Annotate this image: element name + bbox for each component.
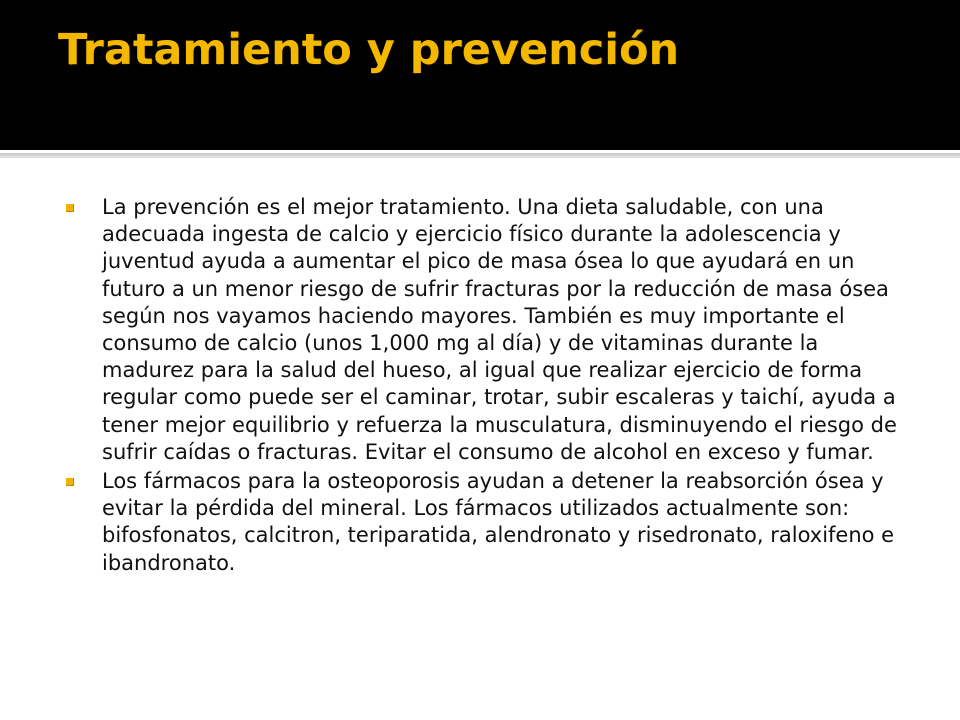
title-bar xyxy=(0,0,960,150)
title-divider-shadow xyxy=(0,153,960,158)
slide-title: Tratamiento y prevención xyxy=(58,25,680,75)
bullet-item-prevention xyxy=(64,194,914,466)
bullet-text: La prevención es el mejor tratamiento. Una dieta saludable, con una adecuada ingesta de calcio y ejercicio físico durante la adolescencia y juventud ayuda a aumentar el pico de masa ósea lo que ayudará en un futuro a un menor riesgo de sufrir fracturas por la reducción de masa ósea según nos vayamos haciendo mayores. También es muy importante el consumo de calcio (unos 1,000 mg al día) y de vitaminas durante la madurez para la salud del hueso, al igual que realizar ejercicio de forma regular como puede ser el caminar, trotar, subir escaleras y taichí, ayuda a tener mejor equilibrio y refuerza la musculatura, disminuyendo el riesgo de sufrir caídas o fracturas. Evitar el consumo de alcohol en exceso y fumar. xyxy=(102,195,897,464)
square-bullet-icon xyxy=(66,204,74,212)
square-bullet-icon xyxy=(66,478,74,486)
bullet-text: Los fármacos para la osteoporosis ayudan a detener la reabsorción ósea y evitar la pérdida del mineral. Los fármacos utilizados actualmente son: bifosfonatos, calcitron, teriparatida, alendronato y risedronato, raloxifeno e ibandronato. xyxy=(102,469,895,575)
bullet-item-drugs xyxy=(64,468,914,577)
bullet-list xyxy=(64,194,914,579)
